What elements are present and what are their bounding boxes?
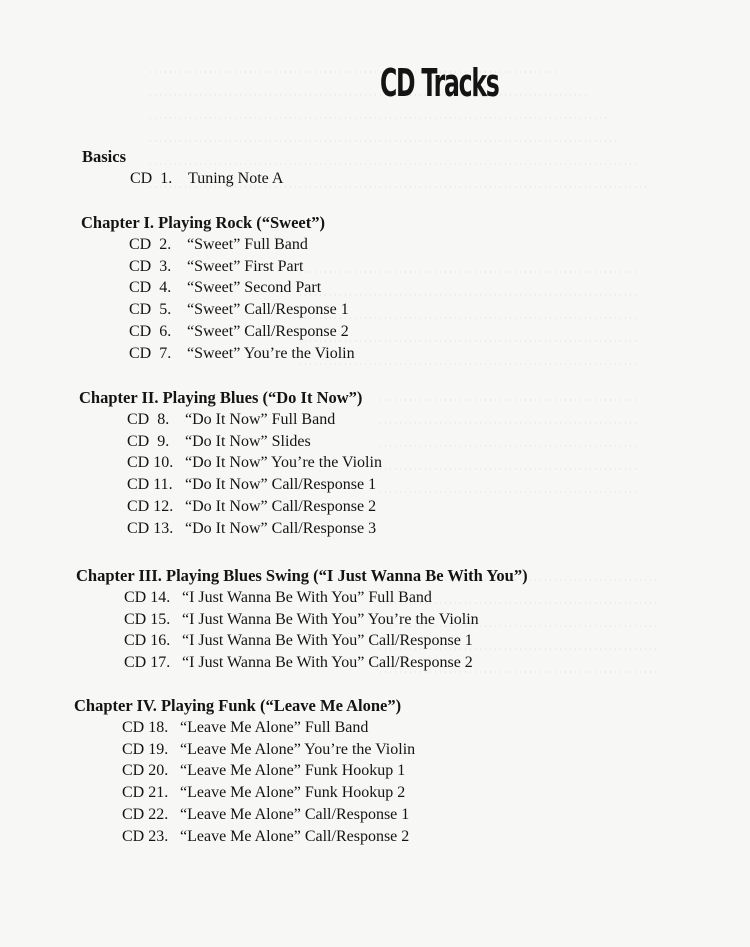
track-title: “Leave Me Alone” Funk Hookup 1 bbox=[180, 762, 406, 780]
track-row bbox=[122, 826, 415, 848]
track-title: “I Just Wanna Be With You” Full Band bbox=[182, 589, 432, 606]
track-title: “Do It Now” Full Band bbox=[185, 411, 336, 428]
track-row bbox=[127, 474, 382, 496]
track-cd-label: CD 5. bbox=[129, 301, 172, 319]
track-row bbox=[127, 452, 382, 474]
track-title: “Leave Me Alone” Full Band bbox=[180, 719, 369, 736]
track-row bbox=[129, 277, 355, 299]
section-basics bbox=[82, 146, 283, 190]
track-row bbox=[129, 321, 355, 343]
track-cd-label: CD 13. bbox=[127, 519, 174, 537]
section-heading: Chapter II. Playing Blues (“Do It Now”) bbox=[79, 388, 363, 407]
track-row bbox=[129, 299, 355, 321]
track-cd-label: CD 4. bbox=[129, 279, 172, 297]
section-heading: Basics bbox=[82, 147, 127, 166]
section-chapter-1 bbox=[81, 212, 355, 364]
track-title: “Sweet” Second Part bbox=[187, 279, 322, 297]
track-row bbox=[122, 717, 415, 739]
track-title: Tuning Note A bbox=[188, 170, 284, 187]
track-row bbox=[122, 804, 415, 826]
track-cd-label: CD 8. bbox=[127, 411, 170, 428]
track-row bbox=[129, 343, 355, 365]
track-cd-label: CD 7. bbox=[129, 344, 172, 362]
track-row bbox=[124, 587, 528, 609]
track-cd-label: CD 1. bbox=[130, 170, 173, 187]
track-cd-label: CD 10. bbox=[127, 454, 174, 472]
track-cd-label: CD 15. bbox=[124, 610, 171, 628]
track-title: “Sweet” First Part bbox=[187, 257, 304, 275]
track-cd-label: CD 21. bbox=[122, 784, 169, 802]
track-cd-label: CD 17. bbox=[124, 654, 171, 672]
track-row bbox=[127, 431, 382, 453]
track-row bbox=[129, 256, 355, 278]
section-heading: Chapter III. Playing Blues Swing (“I Just Wanna Be With You”) bbox=[76, 566, 528, 585]
track-title: “Do It Now” Slides bbox=[185, 432, 311, 450]
track-row bbox=[122, 782, 415, 804]
track-row bbox=[129, 234, 355, 256]
track-cd-label: CD 19. bbox=[122, 740, 169, 758]
track-cd-label: CD 12. bbox=[127, 497, 174, 515]
track-title: “Do It Now” Call/Response 1 bbox=[185, 476, 377, 494]
section-heading: Chapter IV. Playing Funk (“Leave Me Alone”) bbox=[74, 696, 402, 715]
track-title: “Do It Now” Call/Response 2 bbox=[185, 497, 377, 515]
track-row bbox=[122, 739, 415, 761]
track-title: “I Just Wanna Be With You” You’re the Violin bbox=[182, 610, 479, 628]
track-title: “Leave Me Alone” Funk Hookup 2 bbox=[180, 784, 406, 802]
track-title: “Sweet” Full Band bbox=[187, 236, 308, 253]
track-cd-label: CD 14. bbox=[124, 589, 171, 606]
track-title: “I Just Wanna Be With You” Call/Response 1 bbox=[182, 632, 473, 650]
track-row bbox=[124, 609, 528, 631]
track-title: “Sweet” You’re the Violin bbox=[187, 344, 355, 362]
track-title: “Sweet” Call/Response 2 bbox=[187, 322, 349, 340]
section-chapter-4 bbox=[74, 695, 415, 847]
track-title: “Sweet” Call/Response 1 bbox=[187, 301, 349, 319]
page-title: CD Tracks bbox=[380, 61, 499, 105]
track-cd-label: CD 22. bbox=[122, 805, 169, 823]
track-cd-label: CD 20. bbox=[122, 762, 169, 780]
track-cd-label: CD 23. bbox=[122, 827, 169, 845]
track-title: “Leave Me Alone” Call/Response 1 bbox=[180, 805, 410, 823]
track-title: “Leave Me Alone” Call/Response 2 bbox=[180, 827, 410, 845]
track-cd-label: CD 6. bbox=[129, 322, 172, 340]
track-row bbox=[130, 168, 283, 190]
track-row bbox=[122, 760, 415, 782]
track-cd-label: CD 9. bbox=[127, 432, 170, 450]
track-title: “Do It Now” Call/Response 3 bbox=[185, 519, 377, 537]
track-title: “Do It Now” You’re the Violin bbox=[185, 454, 382, 472]
section-chapter-2 bbox=[79, 387, 382, 539]
track-row bbox=[124, 630, 528, 652]
track-cd-label: CD 2. bbox=[129, 236, 172, 253]
track-cd-label: CD 18. bbox=[122, 719, 169, 736]
section-chapter-3 bbox=[76, 565, 528, 674]
section-heading: Chapter I. Playing Rock (“Sweet”) bbox=[81, 213, 325, 232]
track-title: “I Just Wanna Be With You” Call/Response 2 bbox=[182, 654, 473, 672]
track-row bbox=[127, 409, 382, 431]
track-row bbox=[127, 496, 382, 518]
track-title: “Leave Me Alone” You’re the Violin bbox=[180, 740, 416, 758]
track-row bbox=[127, 518, 382, 540]
track-cd-label: CD 11. bbox=[127, 476, 173, 494]
track-row bbox=[124, 652, 528, 674]
track-cd-label: CD 16. bbox=[124, 632, 171, 650]
track-cd-label: CD 3. bbox=[129, 257, 172, 275]
